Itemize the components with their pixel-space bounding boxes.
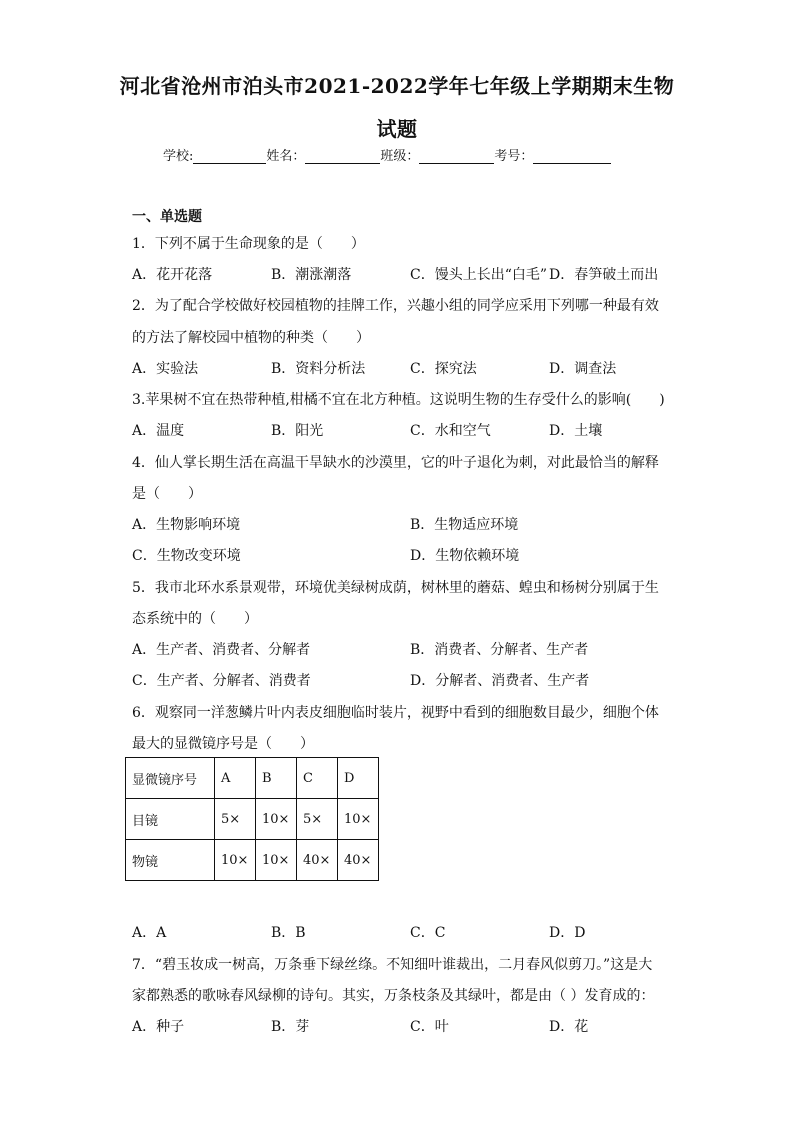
question-5-text-line1: 5．我市北环水系景观带，环境优美绿树成荫，树林里的蘑菇、蝗虫和杨树分别属于生 <box>132 580 659 596</box>
question-2-text-line1: 2．为了配合学校做好校园植物的挂牌工作，兴趣小组的同学应采用下列哪一种最有效 <box>132 298 659 314</box>
q2-option-a: A．实验法 <box>132 361 199 377</box>
class-blank[interactable] <box>419 149 494 164</box>
q5-option-b: B．消费者、分解者、生产者 <box>410 642 589 658</box>
q3-option-b: B．阳光 <box>271 423 324 439</box>
table-header-cell: C <box>297 758 338 799</box>
q6-option-c: C．C <box>410 925 446 941</box>
question-4-text-line1: 4．仙人掌长期生活在高温干旱缺水的沙漠里，它的叶子退化为刺，对此最恰当的解释 <box>132 455 659 471</box>
name-label: 姓名： <box>266 149 306 164</box>
name-blank[interactable] <box>305 149 380 164</box>
table-cell: 10× <box>215 840 256 881</box>
table-header-cell: B <box>256 758 297 799</box>
table-cell: 40× <box>297 840 338 881</box>
q5-option-a: A．生产者、消费者、分解者 <box>132 642 311 658</box>
table-header-cell: A <box>215 758 256 799</box>
q2-option-b: B．资料分析法 <box>271 361 366 377</box>
q6-option-a: A．A <box>132 925 167 941</box>
q1-option-c: C．馒头上长出“白毛” <box>410 267 548 283</box>
exam-number-label: 考号： <box>494 149 534 164</box>
q1-option-a: A．花开花落 <box>132 267 213 283</box>
question-5-text-line2: 态系统中的（ ） <box>132 611 258 627</box>
table-cell: 10× <box>256 840 297 881</box>
question-1-text: 1．下列不属于生命现象的是（ ） <box>132 236 365 252</box>
q2-option-c: C．探究法 <box>410 361 477 377</box>
q4-option-c: C．生物改变环境 <box>132 548 241 564</box>
table-cell: 10× <box>256 799 297 840</box>
q5-option-c: C．生产者、分解者、消费者 <box>132 673 311 689</box>
table-row <box>126 799 379 840</box>
class-label: 班级： <box>380 149 420 164</box>
q4-option-d: D．生物依赖环境 <box>410 548 520 564</box>
table-cell: 10× <box>338 799 379 840</box>
question-6-text-line1: 6．观察同一洋葱鳞片叶内表皮细胞临时装片，视野中看到的细胞数目最少，细胞个体 <box>132 705 659 721</box>
q1-option-b: B．潮涨潮落 <box>271 267 352 283</box>
exam-title-line2: 试题 <box>376 117 418 141</box>
q7-option-a: A．种子 <box>132 1019 185 1035</box>
q7-option-c: C．叶 <box>410 1019 449 1035</box>
table-cell: 5× <box>215 799 256 840</box>
q4-option-a: A．生物影响环境 <box>132 517 241 533</box>
question-4-text-line2: 是（ ） <box>132 486 202 502</box>
table-cell: 目镜 <box>126 799 215 840</box>
school-blank[interactable] <box>193 149 266 164</box>
table-header-cell: 显微镜序号 <box>126 758 215 799</box>
q7-option-d: D．花 <box>549 1019 589 1035</box>
table-header-cell: D <box>338 758 379 799</box>
question-6-text-line2: 最大的显微镜序号是（ ） <box>132 736 314 752</box>
q4-option-b: B．生物适应环境 <box>410 517 519 533</box>
exam-title-line1: 河北省沧州市泊头市2021-2022学年七年级上学期期末生物 <box>119 74 675 98</box>
q6-option-d: D．D <box>549 925 586 941</box>
question-7-text-line1: 7．“碧玉妆成一树高，万条垂下绿丝绦。不知细叶谁裁出，二月春风似剪刀。”这是大 <box>132 957 653 973</box>
q6-option-b: B．B <box>271 925 306 941</box>
q3-option-a: A．温度 <box>132 423 185 439</box>
school-label: 学校: <box>163 149 194 164</box>
question-2-text-line2: 的方法了解校园中植物的种类（ ） <box>132 330 370 346</box>
table-row <box>126 840 379 881</box>
question-7-text-line2: 家都熟悉的歌咏春风绿柳的诗句。其实，万条枝条及其绿叶，都是由（ ）发育成的： <box>132 988 655 1004</box>
student-info-row <box>163 145 611 164</box>
table-cell: 40× <box>338 840 379 881</box>
q7-option-b: B．芽 <box>271 1019 310 1035</box>
q1-option-d: D．春笋破土而出 <box>549 267 659 283</box>
table-header-row <box>126 758 379 799</box>
question-3-text: 3.苹果树不宜在热带种植,柑橘不宜在北方种植。这说明生物的生存受什么的影响( ) <box>132 392 665 408</box>
table-cell: 物镜 <box>126 840 215 881</box>
microscope-table <box>125 757 379 881</box>
q3-option-d: D．土壤 <box>549 423 603 439</box>
q5-option-d: D．分解者、消费者、生产者 <box>410 673 590 689</box>
q2-option-d: D．调查法 <box>549 361 617 377</box>
table-cell: 5× <box>297 799 338 840</box>
exam-number-blank[interactable] <box>533 149 611 164</box>
q3-option-c: C．水和空气 <box>410 423 491 439</box>
section-title: 一、单选题 <box>132 209 202 225</box>
